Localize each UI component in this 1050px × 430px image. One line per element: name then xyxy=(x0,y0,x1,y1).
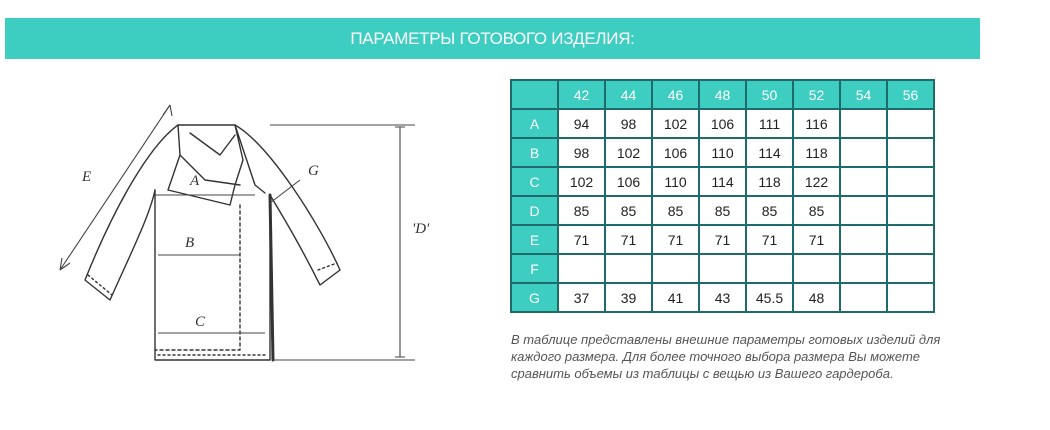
row-label: A xyxy=(511,109,558,138)
table-cell: 41 xyxy=(652,283,699,312)
coat-drawing-svg xyxy=(30,85,450,385)
table-cell: 43 xyxy=(699,283,746,312)
table-cell: 102 xyxy=(652,109,699,138)
table-cell xyxy=(840,109,887,138)
table-cell: 114 xyxy=(699,167,746,196)
table-cell: 48 xyxy=(793,283,840,312)
table-cell xyxy=(840,196,887,225)
label-c: C xyxy=(195,314,206,330)
table-cell xyxy=(605,254,652,283)
table-cell: 85 xyxy=(793,196,840,225)
section-title: ПАРАМЕТРЫ ГОТОВОГО ИЗДЕЛИЯ: xyxy=(350,28,635,48)
table-cell xyxy=(840,283,887,312)
row-label: C xyxy=(511,167,558,196)
table-row xyxy=(511,254,934,283)
table-corner xyxy=(511,80,558,109)
table-cell: 85 xyxy=(558,196,605,225)
table-cell: 71 xyxy=(605,225,652,254)
table-cell: 98 xyxy=(605,109,652,138)
row-label: E xyxy=(511,225,558,254)
table-cell xyxy=(887,109,934,138)
table-cell xyxy=(887,167,934,196)
table-cell: 111 xyxy=(746,109,793,138)
table-cell xyxy=(793,254,840,283)
table-cell: 102 xyxy=(558,167,605,196)
label-a: A xyxy=(190,173,200,189)
label-e: E xyxy=(82,169,92,185)
table-cell: 106 xyxy=(652,138,699,167)
garment-sketch xyxy=(30,85,450,385)
size-header: 52 xyxy=(793,80,840,109)
size-header: 42 xyxy=(558,80,605,109)
size-header-row xyxy=(511,80,934,109)
size-header: 56 xyxy=(887,80,934,109)
table-cell: 118 xyxy=(793,138,840,167)
row-label: F xyxy=(511,254,558,283)
table-cell xyxy=(840,138,887,167)
table-cell: 116 xyxy=(793,109,840,138)
table-cell xyxy=(746,254,793,283)
table-cell xyxy=(840,167,887,196)
size-header: 50 xyxy=(746,80,793,109)
table-row xyxy=(511,167,934,196)
table-cell: 110 xyxy=(699,138,746,167)
row-label: G xyxy=(511,283,558,312)
table-cell: 71 xyxy=(793,225,840,254)
table-cell: 85 xyxy=(652,196,699,225)
table-cell xyxy=(887,283,934,312)
table-cell: 85 xyxy=(746,196,793,225)
table-cell: 122 xyxy=(793,167,840,196)
table-cell xyxy=(652,254,699,283)
table-cell: 85 xyxy=(605,196,652,225)
row-label: D xyxy=(511,196,558,225)
size-header: 46 xyxy=(652,80,699,109)
table-cell: 37 xyxy=(558,283,605,312)
table-cell: 102 xyxy=(605,138,652,167)
table-cell xyxy=(699,254,746,283)
table-cell: 71 xyxy=(699,225,746,254)
table-cell xyxy=(887,138,934,167)
table-cell xyxy=(887,225,934,254)
size-header: 48 xyxy=(699,80,746,109)
table-row xyxy=(511,283,934,312)
table-row xyxy=(511,196,934,225)
table-cell: 106 xyxy=(699,109,746,138)
table-cell xyxy=(887,254,934,283)
table-row xyxy=(511,109,934,138)
table-cell: 110 xyxy=(652,167,699,196)
table-row xyxy=(511,225,934,254)
table-cell xyxy=(887,196,934,225)
size-table xyxy=(510,79,935,313)
table-cell: 114 xyxy=(746,138,793,167)
table-row xyxy=(511,138,934,167)
size-header: 44 xyxy=(605,80,652,109)
label-b: B xyxy=(185,235,195,251)
table-cell: 45.5 xyxy=(746,283,793,312)
table-cell: 98 xyxy=(558,138,605,167)
table-cell: 106 xyxy=(605,167,652,196)
table-note: В таблице представлены внешние параметры готовых изделий для каждого размера. Для более точного выбора размера Вы можете сравнить объемы из таблицы с вещью из Вашего гардероба. xyxy=(511,332,941,381)
table-cell: 71 xyxy=(652,225,699,254)
table-cell: 39 xyxy=(605,283,652,312)
table-cell: 94 xyxy=(558,109,605,138)
table-cell: 118 xyxy=(746,167,793,196)
label-d: 'D' xyxy=(412,221,430,237)
table-cell: 71 xyxy=(558,225,605,254)
section-banner xyxy=(5,18,980,59)
table-cell xyxy=(558,254,605,283)
table-cell: 71 xyxy=(746,225,793,254)
table-cell xyxy=(840,254,887,283)
size-header: 54 xyxy=(840,80,887,109)
row-label: B xyxy=(511,138,558,167)
label-g: G xyxy=(308,163,319,179)
table-cell: 85 xyxy=(699,196,746,225)
table-cell xyxy=(840,225,887,254)
